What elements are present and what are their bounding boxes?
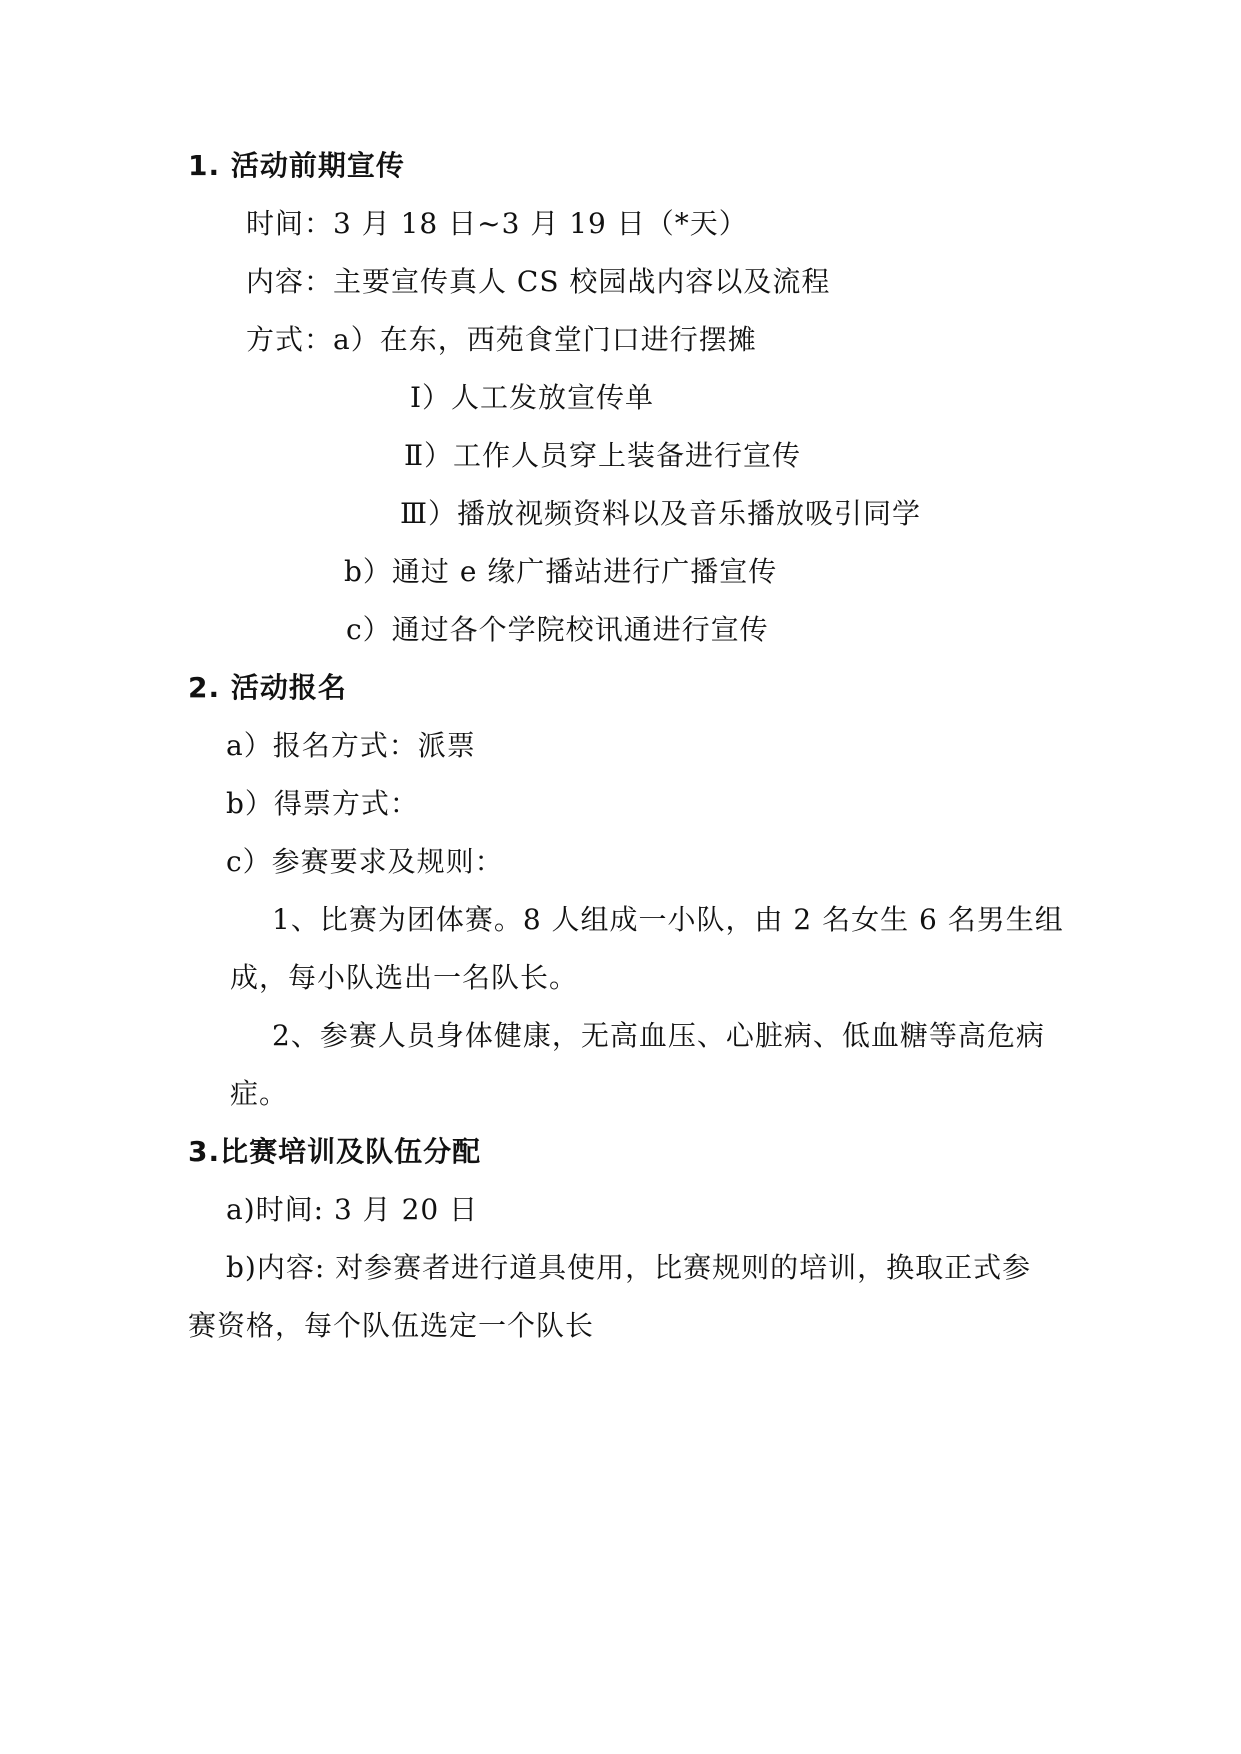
section-1-method-a-ii: Ⅱ）工作人员穿上装备进行宣传 bbox=[404, 439, 802, 472]
section-1-time: 时间：3 月 18 日~3 月 19 日（*天） bbox=[246, 207, 748, 240]
section-1-method-a-iii: Ⅲ）播放视频资料以及音乐播放吸引同学 bbox=[400, 497, 922, 530]
section-1-method-b: b）通过 e 缘广播站进行广播宣传 bbox=[344, 555, 778, 588]
section-2-item-b: b）得票方式： bbox=[226, 787, 419, 820]
section-2-heading: 2. 活动报名 bbox=[188, 671, 347, 704]
section-1-method-a-i: Ⅰ）人工发放宣传单 bbox=[410, 381, 655, 414]
section-2-item-c: c）参赛要求及规则： bbox=[226, 845, 504, 878]
section-2-rule-2: 2、参赛人员身体健康，无高血压、心脏病、低血糖等高危病 bbox=[272, 1019, 1045, 1052]
section-2-rule-1: 1、比赛为团体赛。8 人组成一小队，由 2 名女生 6 名男生组 bbox=[272, 903, 1064, 936]
section-2-rule-1-cont: 成，每小队选出一名队长。 bbox=[230, 961, 579, 994]
section-1-method-c: c）通过各个学院校讯通进行宣传 bbox=[346, 613, 769, 646]
section-1-content: 内容：主要宣传真人 CS 校园战内容以及流程 bbox=[246, 265, 831, 298]
section-1-method-a: 方式：a）在东，西苑食堂门口进行摆摊 bbox=[246, 323, 757, 356]
section-3-time: a)时间: 3 月 20 日 bbox=[226, 1193, 479, 1226]
section-2-rule-2-cont: 症。 bbox=[230, 1077, 289, 1110]
section-2-item-a: a）报名方式：派票 bbox=[226, 729, 476, 762]
section-1-heading: 1. 活动前期宣传 bbox=[188, 149, 405, 182]
section-3-heading: 3.比赛培训及队伍分配 bbox=[188, 1135, 482, 1168]
section-3-content: b)内容: 对参赛者进行道具使用，比赛规则的培训，换取正式参 bbox=[226, 1251, 1032, 1284]
section-3-content-cont: 赛资格，每个队伍选定一个队长 bbox=[188, 1309, 595, 1342]
